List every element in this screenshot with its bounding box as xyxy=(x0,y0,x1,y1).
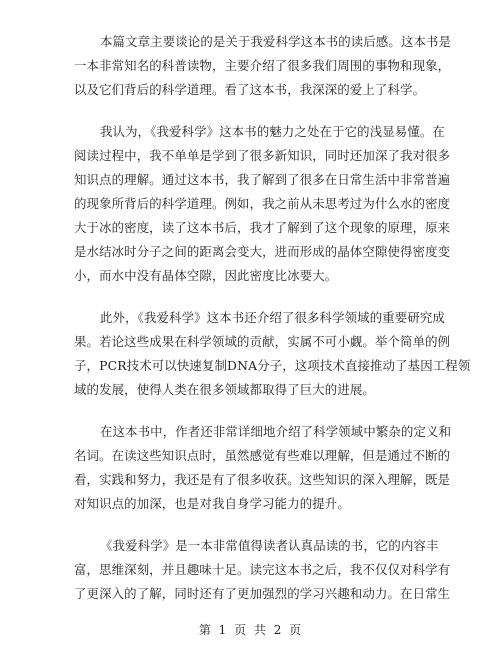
text-line: 富，思维深刻，并且趣味十足。读完这本书之后，我不仅仅对科学有 xyxy=(74,562,451,577)
text-line: 以及它们背后的科学道理。看了这本书，我深深的爱上了科学。 xyxy=(74,82,426,97)
document-body xyxy=(74,30,471,624)
text-line: 《我爱科学》是一本非常值得读者认真品读的书，它的内容丰 xyxy=(100,538,439,553)
text-line: 对知识点的加深，也是对我自身学习能力的提升。 xyxy=(74,496,350,511)
text-line: 本篇文章主要谈论的是关于我爱科学这本书的读后感。这本书是 xyxy=(100,34,452,49)
text-line: 小，而水中没有晶体空隙，因此密度比冰要大。 xyxy=(74,268,338,283)
text-line: 看，实践和努力，我还是有了很多收获。这些知识的深入理解，既是 xyxy=(74,472,451,487)
paragraph-5 xyxy=(74,534,451,606)
page-number-footer: 第 1 页 共 2 页 xyxy=(198,623,304,637)
paragraph-3 xyxy=(74,306,471,402)
text-line: 此外，《我爱科学》这本书还介绍了很多科学领域的重要研究成 xyxy=(100,310,445,325)
text-line: 的现象所背后的科学道理。例如，我之前从未思考过为什么水的密度 xyxy=(74,196,451,211)
text-line: 名词。在读这些知识点时，虽然感觉有些难以理解，但是通过不断的 xyxy=(74,448,451,463)
text-line: 子，PCR技术可以快速复制DNA分子，这项技术直接推动了基因工程领 xyxy=(74,358,471,373)
text-line: 知识点的理解。通过这本书，我了解到了很多在日常生活中非常普遍 xyxy=(74,172,451,187)
text-line: 在这本书中，作者还非常详细地介绍了科学领域中繁杂的定义和 xyxy=(100,424,452,439)
paragraph-2 xyxy=(74,120,451,288)
text-line: 域的发展，使得人类在很多领域都取得了巨大的进展。 xyxy=(74,382,375,397)
text-line: 是水结冰时分子之间的距离会变大，进而形成的晶体空隙使得密度变 xyxy=(74,244,451,259)
text-line: 果。若论这些成果在科学领域的贡献，实属不可小觑。举个简单的例 xyxy=(74,334,451,349)
text-line: 大于冰的密度，读了这本书后，我才了解到了这个现象的原理，原来 xyxy=(74,220,451,235)
text-line: 我认为，《我爱科学》这本书的魅力之处在于它的浅显易懂。在 xyxy=(100,124,445,139)
text-line: 阅读过程中，我不单单是学到了很多新知识，同时还加深了我对很多 xyxy=(74,148,451,163)
paragraph-4 xyxy=(74,420,452,516)
text-line: 了更深入的了解，同时还有了更加强烈的学习兴趣和动力。在日常生 xyxy=(74,586,451,601)
text-line: 一本非常知名的科普读物，主要介绍了很多我们周围的事物和现象， xyxy=(74,58,451,73)
paragraph-1 xyxy=(74,30,452,102)
